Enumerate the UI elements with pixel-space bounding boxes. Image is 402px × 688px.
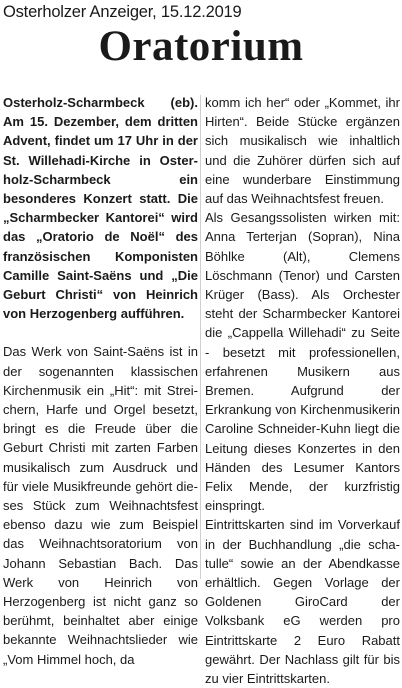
column-divider bbox=[200, 95, 201, 579]
newspaper-source-date: Osterholzer Anzeiger, 15.12.2019 bbox=[3, 3, 242, 21]
article-lead-paragraph: Osterholz-Scharmbeck (eb). Am 15. Dezember, dem dritten Advent, findet um 17 Uhr in der St. Willehadi-Kirche in Osterholz-Scharmbeck ein besonderes Konzert statt. Die „Scharmbecker Kantorei“ wird das „Oratorio de Noël“ des französischen Komponisten Camille Saint-Saëns und „Die Geburt Christi“ von Heinrich von Herzogenberg aufführen. bbox=[3, 95, 198, 322]
article-paragraph-soloists: Als Gesangssolisten wirken mit: Anna Terterjan (Sopran), Nina Böhlke (Alt), Clemens Löschmann (Tenor) und Carsten Krüger (Bass). Als Orchester steht der Scharmbecker Kantorei die „Cappella Willehadi“ zu Seite - besetzt mit professionellen, erfahrenen Musikern aus Bremen. Aufgrund der Erkrankung von Kirchenmusikerin Caroline Schneider-Kuhn liegt die Leitung dieses Konzertes in den Händen des Lesumer Kantors Felix Mende, der kurzfristig einspringt. bbox=[205, 210, 400, 514]
article-column-right bbox=[205, 93, 400, 688]
article-paragraph-continuation: komm ich her“ oder „Kommet, ihr Hirten“. Beide Stücke ergänzen sich musikalisch wie inhaltlich und die Zuhörer dürfen sich auf eine wunderbare Einstimmung auf das Weihnachtsfest freuen. bbox=[205, 95, 400, 207]
article-headline: Oratorium bbox=[98, 23, 304, 70]
article-column-left bbox=[3, 93, 198, 669]
article-paragraph-tickets: Eintrittskarten sind im Vorverkauf in der Buchhandlung „die schatulle“ sowie an der Abendkasse erhältlich. Gegen Vorlage der Goldenen GiroCard der Volksbank eG werden pro Eintrittskarte 2 Euro Rabatt gewährt. Der Nachlass gilt für bis zu vier Eintrittskarten. bbox=[205, 517, 400, 687]
article-body-paragraph: Das Werk von Saint-Saëns ist in der sogenannten klassischen Kirchenmusik ein „Hit“: mit Streichern, Harfe und Orgel besetzt, bringt es die Freude über die Geburt Christi mit zarten Farben musikalisch zum Ausdruck und für viele Musikfreunde gehört dieses Stück zum Weihnachtsfest ebenso dazu wie zum Beispiel das Weihnachtsoratorium von Johann Sebastian Bach. Das Werk von Heinrich von Herzogenberg ist nicht ganz so berühmt, beinhaltet aber einige bekannte Weihnachtslieder wie „Vom Himmel hoch, da bbox=[3, 344, 198, 667]
